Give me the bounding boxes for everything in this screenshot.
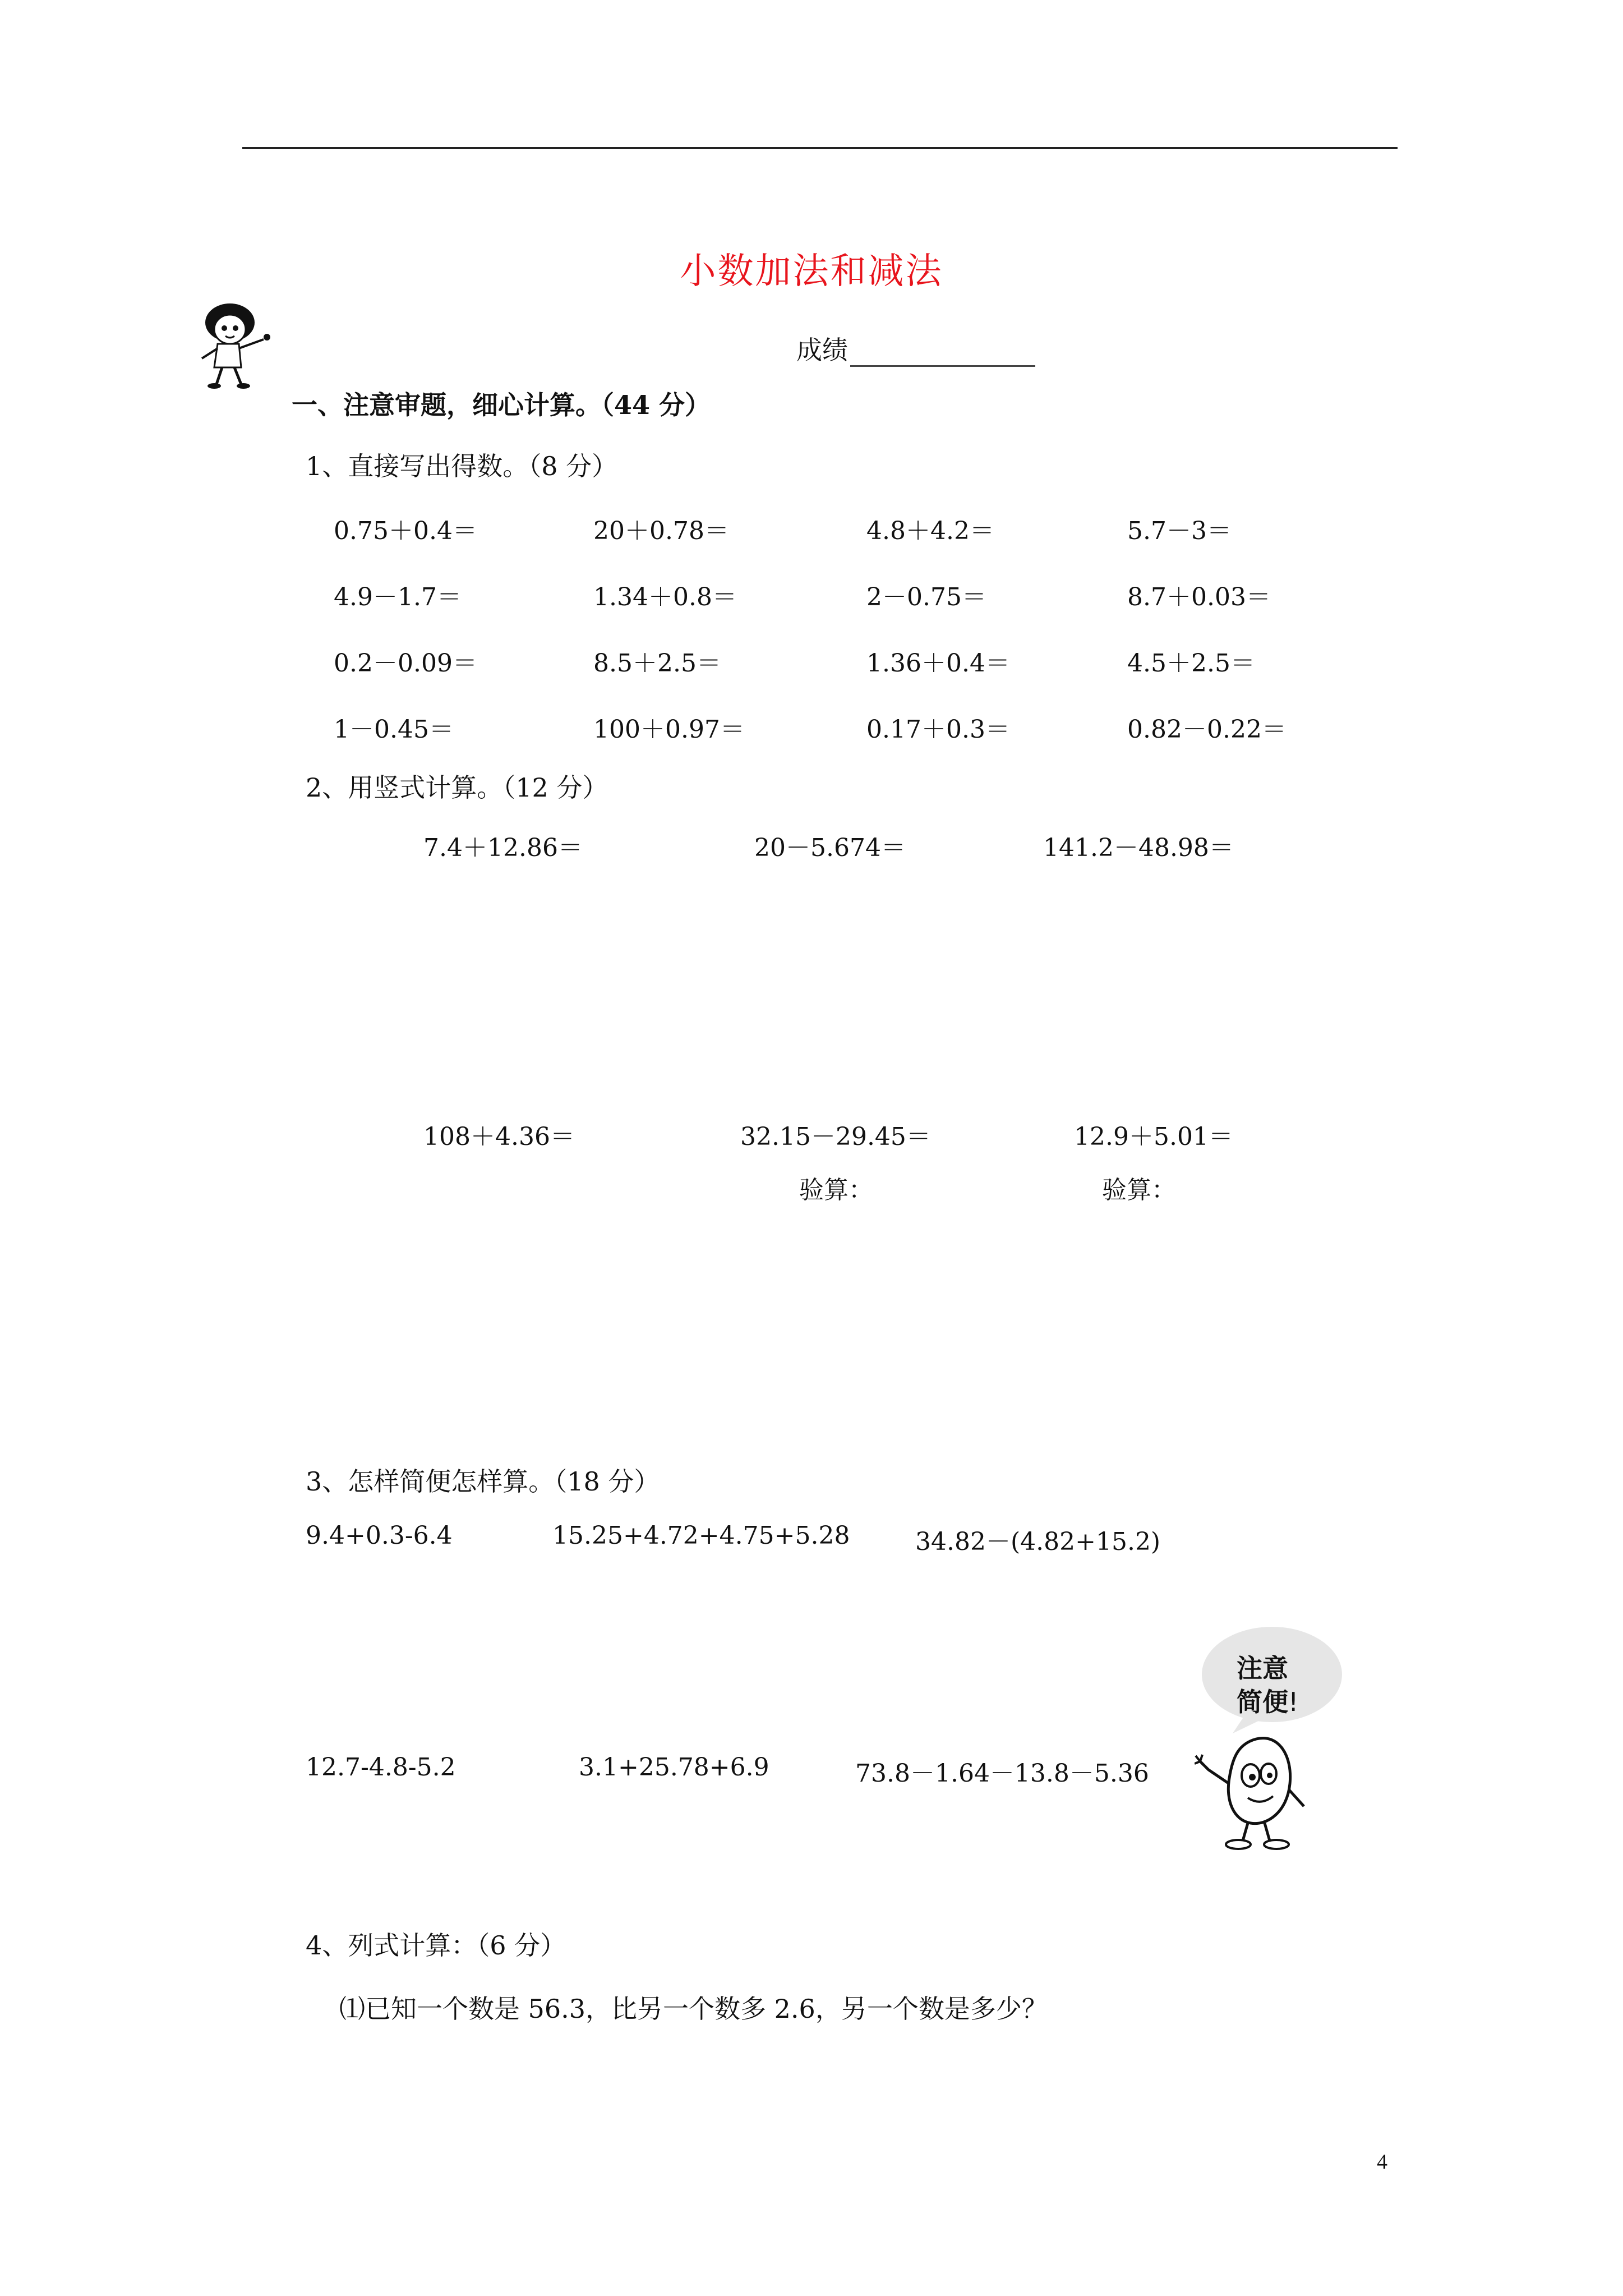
q4-item-1: ⑴已知一个数是 56.3，比另一个数多 2.6，另一个数是多少？: [339, 1994, 1048, 2024]
q3-expr: 3.1+25.78+6.9: [579, 1753, 769, 1782]
q1-expr: 5.7－3＝: [1127, 517, 1232, 545]
q2-expr: 7.4＋12.86＝: [423, 834, 583, 862]
score-label: 成绩: [796, 335, 848, 365]
q1-label: 1、直接写出得数。（8 分）: [306, 451, 618, 481]
q1-expr: 0.2－0.09＝: [334, 649, 477, 678]
verify-label: 验算：: [799, 1176, 873, 1204]
score-field: [796, 330, 1035, 367]
q2-expr: 108＋4.36＝: [423, 1122, 575, 1151]
q3-expr: 73.8－1.64－13.8－5.36: [855, 1759, 1149, 1788]
q3-expr: 34.82－(4.82+15.2): [915, 1527, 1161, 1556]
q1-expr: 1.34＋0.8＝: [593, 583, 737, 611]
bubble-exclaim: !: [1288, 1687, 1299, 1717]
q1-expr: 4.8＋4.2＝: [866, 517, 994, 545]
q1-expr: 4.5＋2.5＝: [1127, 649, 1255, 678]
score-blank[interactable]: [850, 342, 1035, 367]
q3-expr: 9.4+0.3-6.4: [306, 1521, 453, 1550]
q2-label: 2、用竖式计算。（12 分）: [306, 772, 608, 803]
q3-expr: 12.7-4.8-5.2: [306, 1753, 456, 1782]
q1-expr: 1.36＋0.4＝: [866, 649, 1010, 678]
girl-cartoon-icon: [185, 300, 280, 390]
q1-expr: 0.17＋0.3＝: [866, 715, 1010, 744]
q2-expr: 12.9＋5.01＝: [1074, 1122, 1233, 1151]
q3-label: 3、怎样简便怎样算。（18 分）: [306, 1466, 660, 1497]
page-number: 4: [1377, 2150, 1387, 2174]
q2-expr: 20－5.674＝: [754, 834, 906, 862]
q4-label: 4、列式计算：（6 分）: [306, 1930, 566, 1961]
verify-label: 验算：: [1102, 1176, 1176, 1204]
q2-expr: 141.2－48.98＝: [1043, 834, 1234, 862]
q1-expr: 4.9－1.7＝: [334, 583, 462, 611]
header-rule: [242, 147, 1398, 149]
q1-expr: 8.5＋2.5＝: [593, 649, 721, 678]
q1-expr: 20＋0.78＝: [593, 517, 729, 545]
q1-expr: 2－0.75＝: [866, 583, 986, 611]
bubble-text-2: [1237, 1682, 1298, 1719]
q2-expr: 32.15－29.45＝: [740, 1122, 931, 1151]
bubble-line-2: 简便: [1237, 1687, 1288, 1717]
bubble-text-1: 注意: [1237, 1653, 1288, 1683]
q1-expr: 1－0.45＝: [334, 715, 454, 744]
q1-expr: 0.82－0.22＝: [1127, 715, 1287, 744]
q3-expr: 15.25+4.72+4.75+5.28: [552, 1521, 850, 1550]
section-heading: 一、注意审题，细心计算。（44 分）: [292, 390, 711, 420]
page-title: 小数加法和减法: [680, 251, 943, 292]
q1-expr: 100＋0.97＝: [593, 715, 745, 744]
mascot-cartoon-icon: [1195, 1722, 1324, 1851]
q1-expr: 8.7＋0.03＝: [1127, 583, 1271, 611]
q1-expr: 0.75＋0.4＝: [334, 517, 477, 545]
